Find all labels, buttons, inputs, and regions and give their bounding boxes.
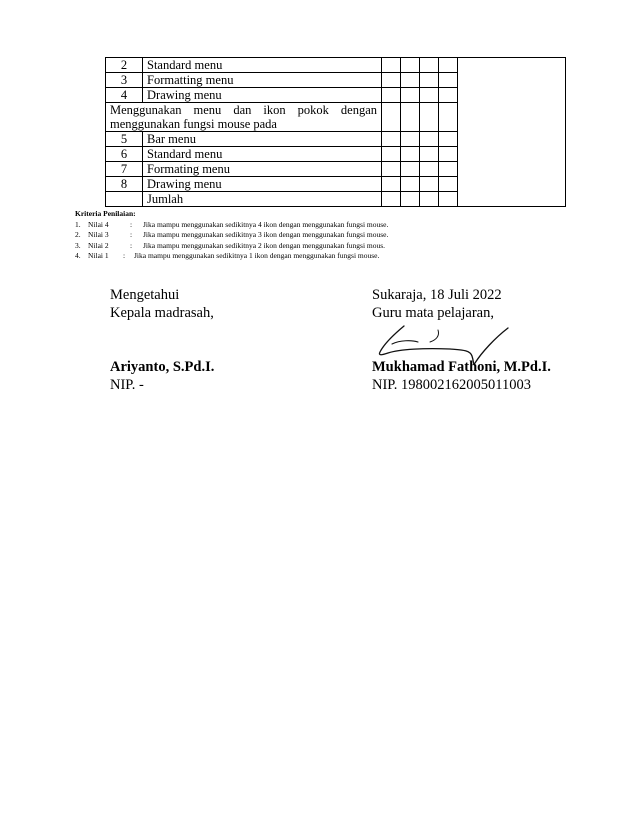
signature-right-bottom (372, 359, 612, 394)
row-number: 6 (106, 147, 143, 162)
score-cell (439, 192, 458, 207)
signature-right-line1: Sukaraja, 18 Juli 2022 (372, 287, 502, 303)
score-cell (401, 162, 420, 177)
signature-left (110, 287, 330, 322)
row-item: Formating menu (143, 162, 382, 177)
signature-right-nip: NIP. 198002162005011003 (372, 376, 531, 393)
score-cell (401, 192, 420, 207)
signature-left-name: Ariyanto, S.Pd.I. (110, 359, 215, 375)
score-cell (401, 88, 420, 103)
score-cell (439, 147, 458, 162)
intro-cell (106, 103, 382, 132)
score-cell (382, 177, 401, 192)
score-cell (420, 88, 439, 103)
score-cell (420, 132, 439, 147)
row-number: 7 (106, 162, 143, 177)
criteria-section (75, 209, 389, 262)
score-cell (401, 177, 420, 192)
signature-left-bottom (110, 359, 330, 394)
row-item: Standard menu (143, 58, 382, 73)
row-item: Standard menu (143, 147, 382, 162)
score-cell (382, 162, 401, 177)
row-item: Bar menu (143, 132, 382, 147)
total-label: Jumlah (143, 192, 382, 207)
row-number: 8 (106, 177, 143, 192)
signature-right (372, 287, 612, 322)
criteria-title: Kriteria Penilaian: (75, 209, 136, 218)
notes-cell (458, 58, 566, 207)
criteria-item: 1. Nilai 4 : Jika mampu menggunakan sedikitnya 4 ikon dengan menggunakan fungsi mouse. (75, 219, 389, 229)
row-number: 5 (106, 132, 143, 147)
signature-left-nip: NIP. - (110, 376, 144, 393)
score-cell (401, 147, 420, 162)
score-cell (382, 132, 401, 147)
score-cell (401, 73, 420, 88)
score-cell (420, 192, 439, 207)
row-number (106, 192, 143, 207)
score-cell (420, 73, 439, 88)
score-cell (382, 192, 401, 207)
score-cell (420, 103, 439, 132)
row-item: Drawing menu (143, 177, 382, 192)
signature-right-name: Mukhamad Fathoni, M.Pd.I. (372, 359, 551, 375)
row-item: Formatting menu (143, 73, 382, 88)
row-number: 2 (106, 58, 143, 73)
intro-line-2: menggunakan fungsi mouse pada (110, 117, 277, 131)
intro-line-1: Menggunakan menu dan ikon pokok dengan (110, 103, 377, 117)
row-item: Drawing menu (143, 88, 382, 103)
score-cell (420, 177, 439, 192)
score-cell (382, 103, 401, 132)
signature-left-line2: Kepala madrasah, (110, 304, 214, 321)
signature-left-line1: Mengetahui (110, 287, 180, 303)
criteria-item: 3. Nilai 2 : Jika mampu menggunakan sedikitnya 2 ikon dengan menggunakan fungsi mous. (75, 240, 386, 250)
score-cell (439, 132, 458, 147)
score-cell (439, 103, 458, 132)
score-cell (382, 88, 401, 103)
table-row (106, 58, 566, 73)
score-cell (439, 177, 458, 192)
score-cell (420, 147, 439, 162)
score-cell (420, 58, 439, 73)
row-number: 4 (106, 88, 143, 103)
score-cell (439, 73, 458, 88)
score-cell (382, 58, 401, 73)
signature-right-line2: Guru mata pelajaran, (372, 304, 494, 321)
score-cell (439, 58, 458, 73)
row-number: 3 (106, 73, 143, 88)
score-cell (439, 162, 458, 177)
score-cell (420, 162, 439, 177)
assessment-table (105, 57, 566, 207)
score-cell (439, 88, 458, 103)
score-cell (401, 58, 420, 73)
score-cell (401, 132, 420, 147)
score-cell (382, 147, 401, 162)
score-cell (401, 103, 420, 132)
score-cell (382, 73, 401, 88)
criteria-item: 2. Nilai 3 : Jika mampu menggunakan sedikitnya 3 ikon dengan menggunakan fungsi mouse. (75, 230, 389, 239)
criteria-item: 4. Nilai 1 : Jika mampu menggunakan sedikitnya 1 ikon dengan menggunakan fungsi mouse. (75, 251, 380, 260)
